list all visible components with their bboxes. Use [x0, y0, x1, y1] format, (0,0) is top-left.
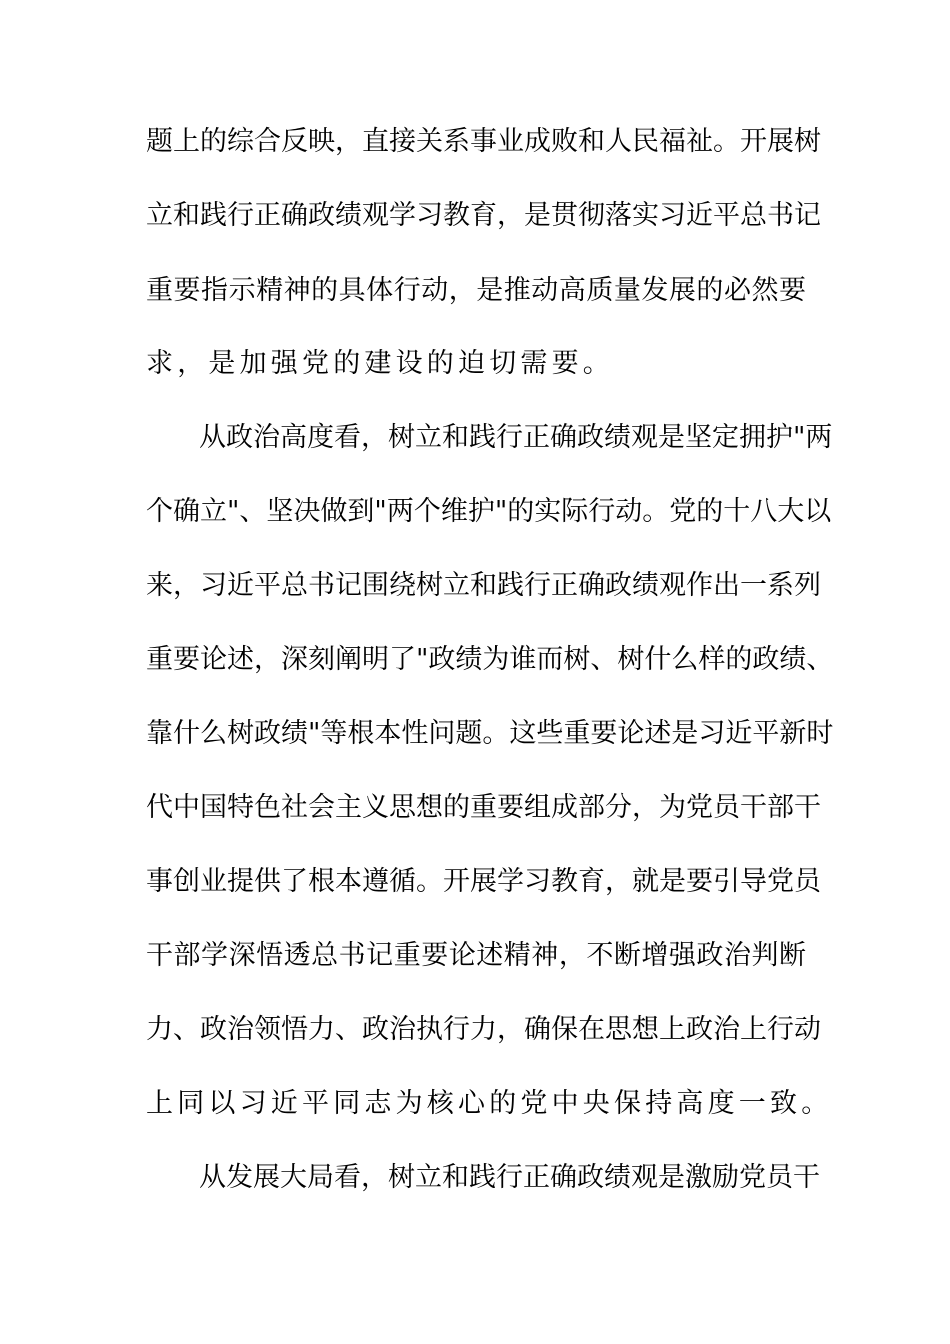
text-line: 求，是加强党的建设的迫切需要。	[146, 348, 614, 379]
text-line: 来，习近平总书记围绕树立和践行正确政绩观作出一系列	[146, 570, 821, 601]
text-line: 上同以习近平同志为核心的党中央保持高度一致。	[146, 1088, 833, 1119]
text-line: 题上的综合反映，直接关系事业成败和人民福祉。开展树	[146, 126, 821, 157]
text-line: 立和践行正确政绩观学习教育，是贯彻落实习近平总书记	[146, 200, 821, 231]
text-line: 重要论述，深刻阐明了"政绩为谁而树、树什么样的政绩、	[146, 644, 834, 675]
text-line: 个确立"、坚决做到"两个维护"的实际行动。党的十八大以	[146, 496, 832, 527]
text-line: 干部学深悟透总书记重要论述精神，不断增强政治判断	[146, 940, 806, 971]
text-line: 靠什么树政绩"等根本性问题。这些重要论述是习近平新时	[146, 718, 834, 749]
text-line: 力、政治领悟力、政治执行力，确保在思想上政治上行动	[146, 1014, 821, 1045]
paragraph-first-line: 从政治高度看，树立和践行正确政绩观是坚定拥护"两	[199, 422, 833, 453]
text-line: 事创业提供了根本遵循。开展学习教育，就是要引导党员	[146, 866, 821, 897]
text-line: 代中国特色社会主义思想的重要组成部分，为党员干部干	[146, 792, 821, 823]
paragraph-first-line: 从发展大局看，树立和践行正确政绩观是激励党员干	[199, 1162, 820, 1193]
text-line: 重要指示精神的具体行动，是推动高质量发展的必然要	[146, 275, 806, 306]
